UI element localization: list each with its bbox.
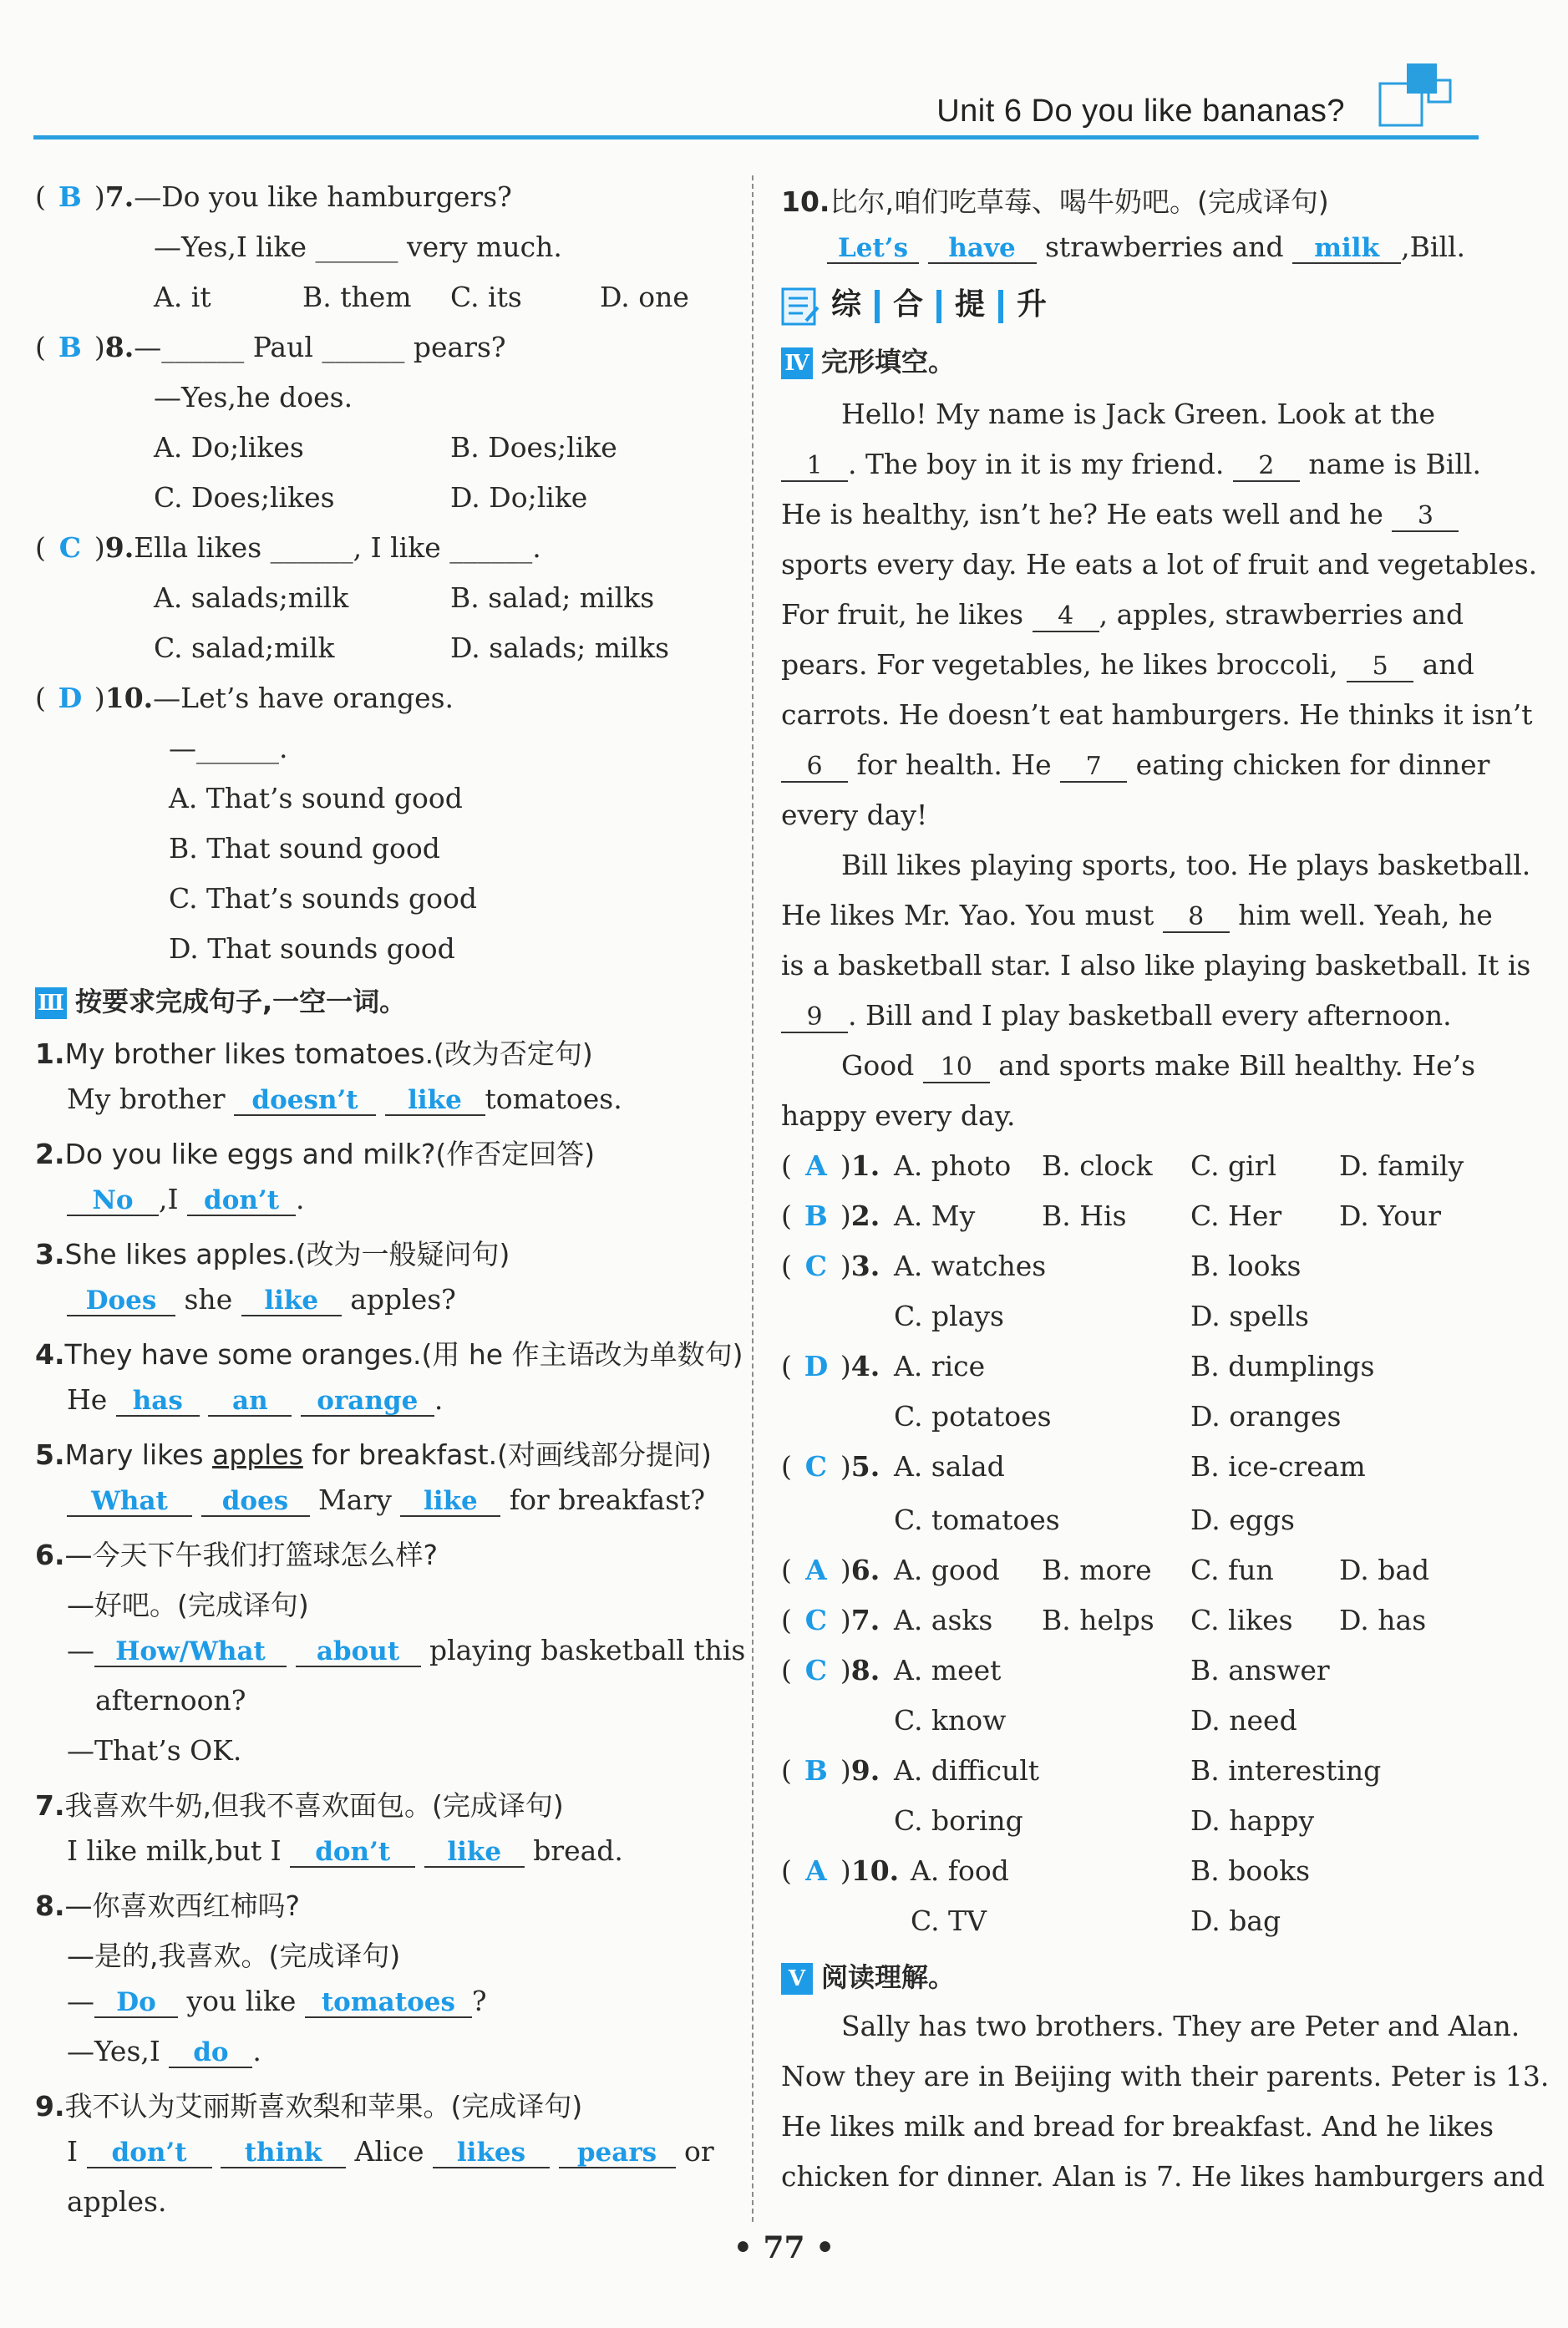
option: C. potatoes — [894, 1400, 1052, 1433]
filled-answer: What — [91, 1486, 168, 1516]
question-number: 10. — [104, 682, 154, 714]
cloze-question-9: ( B )9. — [781, 1754, 880, 1787]
option: D. salads; milks — [450, 631, 670, 664]
mc-question-7: ( B )7.—Do you like hamburgers? — [35, 180, 512, 213]
mc-question-9: ( C )9.Ella likes ______, I like ______. — [35, 531, 541, 564]
filled-answer: doesn’t — [251, 1085, 358, 1115]
answer-letter: B — [58, 180, 82, 213]
option: B. His — [1042, 1200, 1127, 1232]
section-title: 阅读理解。 — [821, 1961, 956, 1993]
option: D. happy — [1190, 1804, 1315, 1837]
sentence-text: . — [296, 1183, 305, 1215]
passage-text: and — [1422, 648, 1474, 681]
option: A. asks — [894, 1604, 993, 1636]
option: D. bag — [1190, 1904, 1281, 1937]
passage-line: carrots. He doesn’t eat hamburgers. He thinks it isn’t — [781, 698, 1533, 731]
filled-answer: like — [424, 1486, 478, 1516]
question-number: 5. — [35, 1438, 65, 1471]
passage-line — [781, 899, 1493, 933]
filled-answer: Let’s — [837, 233, 909, 263]
question-stem: 我不认为艾丽斯喜欢梨和苹果。(完成译句) — [64, 2090, 583, 2123]
option: D. one — [600, 281, 689, 313]
option: C. Her — [1190, 1200, 1282, 1232]
answer-line — [827, 231, 1465, 264]
filled-answer: No — [92, 1185, 134, 1215]
answer-letter: C — [804, 1450, 827, 1483]
passage-text: For fruit, he likes — [781, 598, 1024, 631]
passage-line — [781, 748, 1489, 783]
cloze-question-4: ( D )4. — [781, 1350, 880, 1382]
option: A. That’s sound good — [169, 782, 463, 814]
question-number: 1. — [35, 1037, 65, 1070]
question-number: 9. — [850, 1754, 880, 1787]
page-header — [33, 58, 1479, 142]
cloze-question-7: ( C )7. — [781, 1604, 880, 1636]
passage-line: sports every day. He eats a lot of fruit and vegetables. — [781, 548, 1538, 581]
option: A. watches — [894, 1250, 1047, 1282]
option: C. plays — [894, 1300, 1004, 1332]
passage-line — [781, 598, 1464, 632]
passage-line — [781, 999, 1452, 1033]
passage-text: . Bill and I play basketball every afternoon. — [848, 999, 1452, 1032]
question-number: 4. — [35, 1338, 65, 1371]
page-number: • 77 • — [733, 2230, 835, 2265]
reading-line: He likes milk and bread for breakfast. And he likes — [781, 2110, 1494, 2143]
answer-line — [67, 2135, 714, 2168]
sentence-text: . — [252, 2035, 261, 2067]
reading-line: Sally has two brothers. They are Peter and Alan. — [841, 2010, 1520, 2042]
sentence-text: He — [67, 1383, 108, 1416]
passage-text: for health. He — [856, 748, 1052, 781]
answer-letter: B — [58, 331, 82, 363]
option: D. oranges — [1190, 1400, 1342, 1433]
question-number: 8. — [850, 1654, 880, 1686]
answer-line — [67, 1183, 305, 1216]
passage-text: and sports make Bill healthy. He’s — [998, 1049, 1476, 1082]
option: B. more — [1042, 1554, 1152, 1586]
filled-answer: do — [193, 2037, 229, 2067]
answer-letter: C — [804, 1250, 827, 1282]
option: D. need — [1190, 1704, 1297, 1737]
question-number: 3. — [850, 1250, 880, 1282]
option: D. family — [1339, 1149, 1464, 1182]
option: D. spells — [1190, 1300, 1309, 1332]
option: C. girl — [1190, 1149, 1277, 1182]
sentence-text: . — [434, 1383, 444, 1416]
sentence-text: apples. — [67, 2185, 167, 2218]
option: B. books — [1190, 1854, 1311, 1887]
question-number: 5. — [850, 1450, 880, 1483]
header-squares-icon — [1378, 58, 1470, 134]
answer-letter: B — [804, 1754, 828, 1787]
sentence-text: strawberries and — [1045, 231, 1284, 263]
cloze-blank: 10 — [923, 1052, 990, 1083]
unit-title: Unit 6 Do you like bananas? — [936, 94, 1345, 129]
option: C. fun — [1190, 1554, 1274, 1586]
option: C. likes — [1190, 1604, 1293, 1636]
filled-answer: don’t — [111, 2138, 187, 2168]
sentence-text: she — [184, 1283, 233, 1316]
passage-line — [841, 1049, 1475, 1083]
passage-line — [781, 448, 1481, 482]
question-stem: Do you like eggs and milk?(作否定回答) — [64, 1138, 596, 1170]
question-number: 6. — [35, 1539, 65, 1571]
filled-answer: don’t — [315, 1837, 391, 1867]
option: A. it — [154, 281, 211, 313]
answer-line — [67, 1083, 622, 1116]
filled-answer: has — [132, 1386, 183, 1416]
section-5-heading — [781, 1956, 955, 1995]
option: A. difficult — [894, 1754, 1040, 1787]
question-stem: —Let’s have oranges. — [153, 682, 454, 714]
rewrite-question-3 — [35, 1233, 510, 1272]
option: C. tomatoes — [894, 1504, 1060, 1536]
answer-letter: C — [804, 1604, 827, 1636]
sentence-text: playing basketball this — [429, 1634, 746, 1666]
rewrite-question-9 — [35, 2085, 582, 2124]
passage-text: him well. Yeah, he — [1238, 899, 1493, 931]
question-number: 2. — [850, 1200, 880, 1232]
filled-answer: like — [447, 1837, 502, 1867]
reading-line: Now they are in Beijing with their parents. Peter is 13. — [781, 2060, 1550, 2092]
mc-question-10: ( D )10.—Let’s have oranges. — [35, 682, 454, 714]
passage-line: Hello! My name is Jack Green. Look at the — [841, 398, 1436, 430]
sentence-text: you like — [186, 1985, 297, 2017]
option: A. salads;milk — [154, 581, 349, 614]
question-number: 7. — [35, 1789, 65, 1822]
cloze-blank: 7 — [1060, 752, 1127, 783]
option: C. That’s sounds good — [169, 882, 478, 915]
filled-answer: tomatoes — [321, 1987, 455, 2017]
underlined-word: apples — [212, 1438, 303, 1471]
option: D. Do;like — [450, 481, 588, 514]
cloze-question-6: ( A )6. — [781, 1554, 880, 1586]
option: B. looks — [1190, 1250, 1302, 1282]
answer-letter: C — [58, 531, 81, 564]
option: D. bad — [1339, 1554, 1430, 1586]
option: A. My — [894, 1200, 976, 1232]
answer-line — [67, 1834, 623, 1868]
filled-answer: does — [221, 1486, 289, 1516]
filled-answer: Does — [85, 1286, 157, 1316]
rewrite-question-10 — [781, 180, 1329, 220]
rewrite-question-1 — [35, 1032, 593, 1072]
cloze-question-2: ( B )2. — [781, 1200, 880, 1232]
question-number: 9. — [104, 531, 134, 564]
filled-answer: How/What — [115, 1636, 266, 1666]
filled-answer: have — [948, 233, 1016, 263]
option: A. Do;likes — [154, 431, 304, 464]
question-number: 3. — [35, 1238, 65, 1271]
option: C. TV — [911, 1904, 987, 1937]
question-stem: Ella likes ______, I like ______. — [134, 531, 541, 564]
cloze-blank: 3 — [1392, 501, 1459, 532]
option: A. rice — [894, 1350, 986, 1382]
passage-line — [781, 648, 1474, 682]
question-stem: She likes apples.(改为一般疑问句) — [64, 1238, 510, 1271]
option: C. salad;milk — [154, 631, 335, 664]
question-number: 10. — [781, 185, 830, 218]
option: D. That sounds good — [169, 932, 455, 965]
banner-char: 合 — [893, 287, 924, 322]
filled-answer: about — [316, 1636, 400, 1666]
question-stem: My brother likes tomatoes.(改为否定句) — [64, 1037, 593, 1070]
answer-letter: A — [805, 1554, 827, 1586]
option: B. ice-cream — [1190, 1450, 1366, 1483]
question-stem: for breakfast.(对画线部分提问) — [302, 1438, 712, 1471]
option: C. boring — [894, 1804, 1023, 1837]
section-number-badge: Ⅳ — [781, 347, 813, 379]
filled-answer: pears — [576, 2138, 657, 2168]
question-number: 10. — [850, 1854, 900, 1887]
question-number: 6. — [850, 1554, 880, 1586]
section-3-heading — [35, 981, 406, 1019]
answer-line — [67, 1283, 456, 1316]
question-number: 9. — [35, 2090, 65, 2123]
question-line: —是的,我喜欢。(完成译句) — [67, 1940, 401, 1972]
question-stem: —______ Paul ______ pears? — [134, 331, 506, 363]
sentence-text: My brother — [67, 1083, 226, 1115]
option: A. photo — [894, 1149, 1012, 1182]
header-rule — [33, 135, 1479, 139]
sentence-text: afternoon? — [95, 1684, 246, 1717]
passage-line: happy every day. — [781, 1099, 1016, 1132]
passage-text: He is healthy, isn’t he? He eats well and he — [781, 498, 1383, 530]
banner-char: 升 — [1017, 287, 1048, 322]
answer-letter: A — [805, 1854, 827, 1887]
answer-letter: C — [804, 1654, 827, 1686]
question-number: 7. — [850, 1604, 880, 1636]
answer-line — [67, 1985, 487, 2018]
section-number-badge: Ⅲ — [35, 987, 67, 1019]
section-number-badge: Ⅴ — [781, 1963, 813, 1995]
cloze-question-10: ( A )10. — [781, 1854, 900, 1887]
rewrite-question-7 — [35, 1784, 564, 1823]
sentence-text: bread. — [533, 1834, 623, 1867]
passage-line: Bill likes playing sports, too. He plays basketball. — [841, 849, 1531, 881]
question-stem: Mary likes — [64, 1438, 213, 1471]
filled-answer: Do — [116, 1987, 156, 2017]
sentence-text: ,I — [159, 1183, 179, 1215]
section-title: 按要求完成句子,一空一词。 — [75, 986, 407, 1017]
question-stem: —Do you like hamburgers? — [134, 180, 512, 213]
option: B. salad; milks — [450, 581, 655, 614]
cloze-blank: 8 — [1163, 902, 1230, 933]
filled-answer: an — [232, 1386, 268, 1416]
passage-text: pears. For vegetables, he likes broccoli, — [781, 648, 1338, 681]
cloze-blank: 1 — [781, 451, 848, 482]
column-divider — [752, 175, 754, 2222]
option: A. salad — [894, 1450, 1005, 1483]
passage-text: He likes Mr. Yao. You must — [781, 899, 1154, 931]
question-line: —______. — [169, 732, 288, 764]
option: B. dumplings — [1190, 1350, 1375, 1382]
sentence-text: apples? — [350, 1283, 456, 1316]
answer-line — [67, 2035, 261, 2068]
rewrite-question-5 — [35, 1433, 712, 1473]
option: D. Your — [1339, 1200, 1442, 1232]
option: B. helps — [1042, 1604, 1154, 1636]
passage-text: . The boy in it is my friend. — [848, 448, 1225, 480]
option: C. its — [450, 281, 522, 313]
banner-char: 提 — [955, 287, 986, 322]
sentence-text: ? — [471, 1985, 487, 2017]
question-number: 8. — [35, 1889, 65, 1922]
section-banner — [781, 281, 1047, 326]
reading-line: chicken for dinner. Alan is 7. He likes hamburgers and — [781, 2160, 1545, 2193]
answer-line — [67, 1634, 745, 1667]
filled-answer: like — [264, 1286, 319, 1316]
option: C. know — [894, 1704, 1007, 1737]
option: B. Does;like — [450, 431, 617, 464]
cloze-question-1: ( A )1. — [781, 1149, 880, 1182]
rewrite-question-2 — [35, 1133, 595, 1172]
question-number: 8. — [104, 331, 134, 363]
passage-text: , apples, strawberries and — [1099, 598, 1464, 631]
sentence-text: —That’s OK. — [67, 1734, 242, 1767]
cloze-blank: 9 — [781, 1002, 848, 1033]
cloze-blank: 5 — [1347, 652, 1413, 682]
filled-answer: milk — [1314, 233, 1380, 263]
question-line: —Yes,I like ______ very much. — [154, 231, 562, 263]
option: D. eggs — [1190, 1504, 1295, 1536]
passage-text: Good — [841, 1049, 915, 1082]
sentence-text: ,Bill. — [1401, 231, 1466, 263]
question-stem: They have some oranges.(用 he 作主语改为单数句) — [64, 1338, 743, 1371]
option: D. has — [1339, 1604, 1427, 1636]
sentence-text: —Yes,I — [67, 2035, 160, 2067]
filled-answer: think — [244, 2138, 322, 2168]
section-title: 完形填空。 — [821, 346, 956, 378]
rewrite-question-8 — [35, 1884, 300, 1924]
answer-letter: D — [804, 1350, 829, 1382]
option: A. food — [911, 1854, 1009, 1887]
sentence-text: — — [67, 1634, 94, 1666]
option: B. interesting — [1190, 1754, 1382, 1787]
sentence-text: tomatoes. — [485, 1083, 622, 1115]
answer-letter: A — [805, 1149, 827, 1182]
passage-text: name is Bill. — [1308, 448, 1481, 480]
cloze-question-8: ( C )8. — [781, 1654, 880, 1686]
filled-answer: likes — [456, 2138, 526, 2168]
option: A. good — [894, 1554, 1000, 1586]
option: B. answer — [1190, 1654, 1330, 1686]
filled-answer: orange — [317, 1386, 419, 1416]
sentence-text: I like milk,but I — [67, 1834, 282, 1867]
notebook-icon — [781, 287, 820, 326]
cloze-blank: 4 — [1033, 601, 1099, 632]
question-stem: 我喜欢牛奶,但我不喜欢面包。(完成译句) — [64, 1789, 564, 1822]
option: B. clock — [1042, 1149, 1153, 1182]
question-line: —Yes,he does. — [154, 381, 353, 413]
sentence-text: I — [67, 2135, 79, 2168]
filled-answer: like — [408, 1085, 462, 1115]
option: A. meet — [894, 1654, 1002, 1686]
question-number: 4. — [850, 1350, 880, 1382]
cloze-blank: 2 — [1233, 451, 1300, 482]
banner-char: 综 — [831, 287, 862, 322]
mc-question-8: ( B )8.—______ Paul ______ pears? — [35, 331, 506, 363]
answer-letter: D — [58, 682, 83, 714]
question-number: 1. — [850, 1149, 880, 1182]
question-line: —好吧。(完成译句) — [67, 1589, 309, 1621]
question-number: 7. — [104, 180, 134, 213]
question-stem: 比尔,咱们吃草莓、喝牛奶吧。(完成译句) — [830, 185, 1329, 218]
filled-answer: don’t — [204, 1185, 280, 1215]
option: B. them — [302, 281, 412, 313]
option: B. That sound good — [169, 832, 440, 865]
passage-text: eating chicken for dinner — [1135, 748, 1490, 781]
cloze-question-3: ( C )3. — [781, 1250, 880, 1282]
option: C. Does;likes — [154, 481, 335, 514]
rewrite-question-4 — [35, 1333, 743, 1372]
answer-letter: B — [804, 1200, 828, 1232]
sentence-text: or — [684, 2135, 714, 2168]
passage-line: is a basketball star. I also like playing basketball. It is — [781, 949, 1531, 981]
sentence-text: — — [67, 1985, 94, 2017]
cloze-blank: 6 — [781, 752, 848, 783]
question-stem: —今天下午我们打篮球怎么样? — [64, 1539, 439, 1571]
answer-line — [67, 1383, 443, 1417]
passage-line: every day! — [781, 799, 928, 831]
section-4-heading — [781, 341, 955, 379]
passage-line — [781, 498, 1459, 532]
sentence-text: Mary — [318, 1484, 392, 1516]
rewrite-question-6 — [35, 1534, 438, 1573]
sentence-text: for breakfast? — [509, 1484, 706, 1516]
question-stem: —你喜欢西红柿吗? — [64, 1889, 301, 1922]
cloze-question-5: ( C )5. — [781, 1450, 880, 1483]
question-number: 2. — [35, 1138, 65, 1170]
sentence-text: Alice — [354, 2135, 424, 2168]
answer-line — [67, 1484, 705, 1517]
